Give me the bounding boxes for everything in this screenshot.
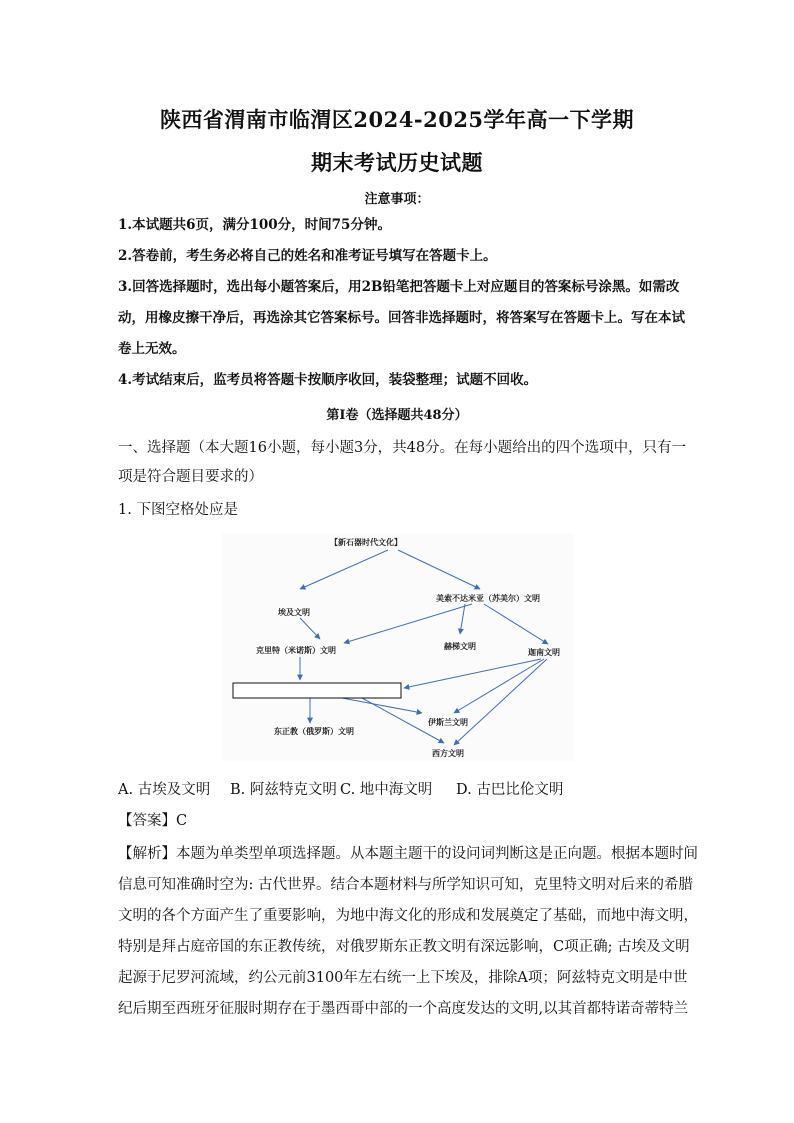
- section-intro-line1: 一、选择题（本大题16小题，每小题3分，共48分。在每小题给出的四个选项中，只有一: [118, 440, 687, 456]
- node-hittite: 赫梯文明: [444, 642, 476, 651]
- arrow-canaan-islamic: [454, 659, 544, 713]
- notice-heading: 注意事项：: [364, 192, 430, 207]
- node-western: 西方文明: [432, 749, 464, 758]
- arrow-egypt-crete: [300, 618, 320, 639]
- analysis-line-3: 文明的各个方面产生了重要影响，为地中海文化的形成和发展奠定了基础，而地中海文明，: [118, 908, 698, 924]
- question-options: [118, 778, 563, 799]
- blank-box: [233, 683, 401, 698]
- node-mesopotamia: 美索不达米亚（苏美尔）文明: [436, 594, 540, 603]
- arrow-mesopotamia-crete: [344, 604, 472, 643]
- option-a: A. 古埃及文明: [118, 782, 211, 798]
- analysis-line-2: 信息可知准确时空为: 古代世界。结合本题材料与所学知识可知，克里特文明对后来的希腊: [118, 877, 693, 893]
- civilization-flow-diagram: [222, 533, 574, 761]
- exam-title-line2: 期末考试历史试题: [311, 150, 483, 175]
- arrow-neolithic-mesopotamia: [398, 550, 480, 589]
- arrow-mesopotamia-canaan: [484, 604, 548, 644]
- analysis-line-1: 【解析】本题为单类型单项选择题。从本题主题干的设问词判断这是正向题。根据本题时间: [118, 846, 698, 862]
- notice-item-4: 4.考试结束后，监考员将答题卡按顺序收回，装袋整理；试题不回收。: [118, 372, 538, 388]
- node-egypt: 埃及文明: [278, 608, 310, 617]
- analysis-line-4: 特别是拜占庭帝国的东正教传统，对俄罗斯东正教文明有深远影响，C项正确; 古埃及文明: [118, 939, 690, 955]
- notice-item-3: 3.回答选择题时，选出每小题答案后，用2B铅笔把答题卡上对应题目的答案标号涂黑。如需改动，用橡皮擦干净后，再选涂其它答案标号。回答非选择题时，将答案写在答题卡上。写在本试卷上无效。: [118, 279, 685, 357]
- analysis-line-5: 起源于尼罗河流域，约公元前3100年左右统一上下埃及，排除A项；阿兹特克文明是中世: [118, 970, 688, 986]
- section-intro-line2: 项是符合题目要求的）: [118, 469, 263, 485]
- arrow-neolithic-egypt: [300, 550, 388, 589]
- node-islamic: 伊斯兰文明: [428, 718, 468, 727]
- question-stem: 1. 下图空格处应是: [118, 502, 238, 518]
- notice-item-1: 1.本试题共6页，满分100分，时间75分钟。: [118, 217, 391, 233]
- option-d: D. 古巴比伦文明: [456, 782, 564, 798]
- arrow-canaan-western: [454, 659, 547, 745]
- section-title: 第Ⅰ卷（选择题共48分）: [326, 408, 468, 423]
- option-b: B. 阿兹特克文明: [230, 782, 337, 798]
- arrow-mesopotamia-hittite: [460, 604, 465, 634]
- analysis-line-6: 纪后期至西班牙征服时期存在于墨西哥中部的一个高度发达的文明,以其首都特诺奇蒂特兰: [118, 1001, 689, 1017]
- answer-line: 【答案】C: [118, 813, 188, 829]
- diagram-arrows: [300, 550, 548, 745]
- exam-title-line1: 陕西省渭南市临渭区2024-2025学年高一下学期: [159, 107, 635, 132]
- node-canaan: 迦南文明: [528, 648, 560, 657]
- notice-item-2: 2.答卷前，考生务必将自己的姓名和准考证号填写在答题卡上。: [118, 248, 497, 264]
- node-crete: 克里特（米诺斯）文明: [256, 646, 336, 655]
- node-orthodox: 东正教（俄罗斯）文明: [274, 727, 354, 736]
- notice-list: [118, 210, 688, 396]
- option-c: C. 地中海文明: [340, 782, 433, 798]
- node-neolithic: 【新石器时代文化】: [330, 538, 402, 547]
- arrow-blank-islamic: [342, 698, 422, 713]
